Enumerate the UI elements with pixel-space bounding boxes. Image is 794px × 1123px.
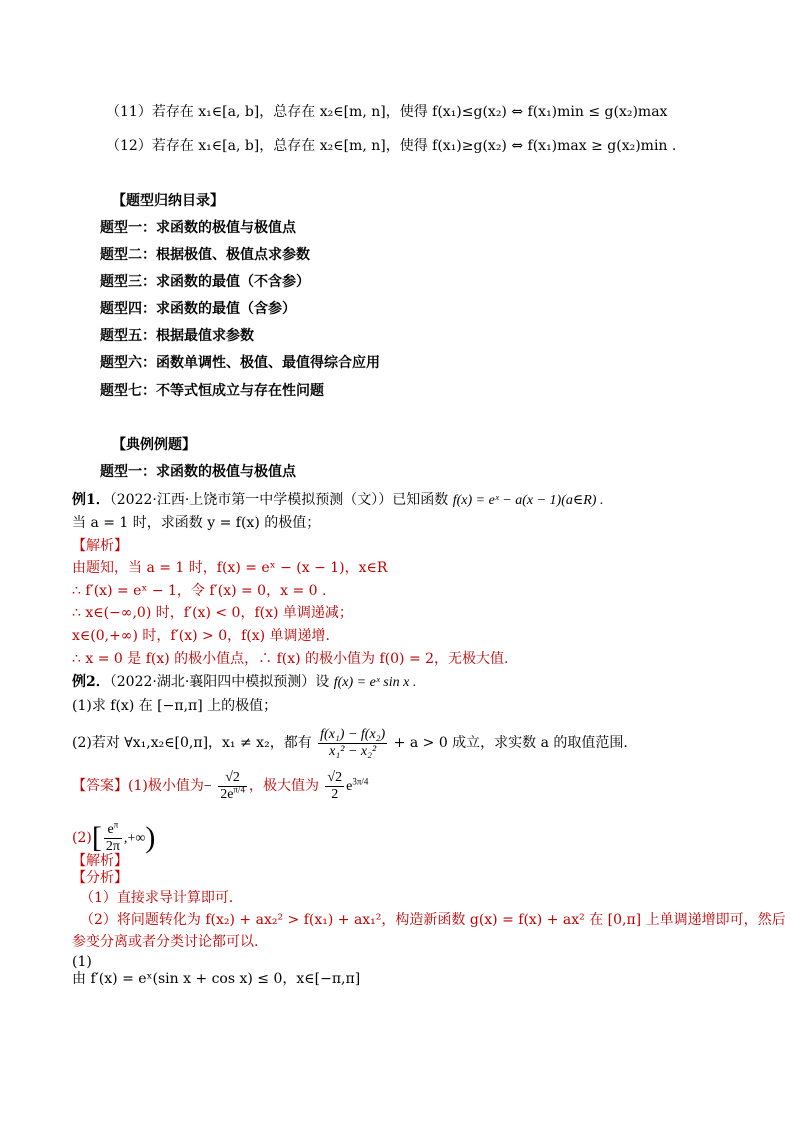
- example-2-fenxi-label: 【分析】: [72, 870, 128, 886]
- catalog-item-1: 题型一：求函数的极值与极值点: [100, 220, 296, 236]
- answer-1-line: 【答案】(1)极小值为− $\frac{√2}{2e^{\pi/4}}$ ，极大值为 $\frac{√2}{2}$ $e^{3\pi/4}$: [72, 769, 369, 802]
- catalog-item-5: 题型五：根据最值求参数: [100, 328, 254, 344]
- analysis-2-line-1: （2）将问题转化为 f(x₂) + ax₂² > f(x₁) + ax₁²，构造新函数 g(x) = f(x) + ax² 在 [0,π] 上单调递增即可，然后: [80, 912, 786, 928]
- question-2-prefix: (2)若对 ∀x₁,x₂∈[0,π]，x₁ ≠ x₂，都有: [72, 735, 312, 751]
- example-2-jiexi-label: 【解析】: [72, 853, 128, 869]
- example-1-function: f(x) = eˣ − a(x − 1)(a∈R) .: [452, 493, 604, 508]
- analysis-2-line-2: 参变分离或者分类讨论都可以.: [72, 934, 259, 950]
- part-1-derivative: 由 f′(x) = eˣ(sin x + cos x) ≤ 0，x∈[−π,π]: [72, 971, 361, 987]
- example-1-question: 当 a = 1 时，求函数 y = f(x) 的极值；: [72, 515, 321, 531]
- example-2-header: [72, 673, 416, 692]
- catalog-item-2: 题型二：根据极值、极值点求参数: [100, 247, 310, 263]
- example-1-step-4: x∈(0,+∞) 时，f′(x) > 0，f(x) 单调递增.: [72, 628, 331, 644]
- condition-12: （12）若存在 x₁∈[a, b]，总存在 x₂∈[m, n]，使得 f(x₁)≥g(x₂) ⇔ f(x₁)max ≥ g(x₂)min .: [106, 138, 677, 154]
- condition-11: （11）若存在 x₁∈[a, b]，总存在 x₂∈[m, n]，使得 f(x₁)≤g(x₂) ⇔ f(x₁)min ≤ g(x₂)max: [106, 104, 668, 120]
- catalog-item-7: 题型七：不等式恒成立与存在性问题: [100, 383, 324, 399]
- example-2-source: （2022·湖北·襄阳四中模拟预测）设: [109, 674, 330, 690]
- catalog-item-6: 题型六：函数单调性、极值、最值得综合应用: [100, 355, 380, 371]
- example-1-source: （2022·江西·上饶市第一中学模拟预测（文））已知函数: [109, 492, 449, 508]
- answer-2-label: (2): [72, 830, 92, 846]
- example-1-jiexi-label: 【解析】: [72, 538, 128, 554]
- catalog-item-3: 题型三：求函数的最值（不含参）: [100, 274, 310, 290]
- example-1-step-5: ∴ x = 0 是 f(x) 的极小值点，∴ f(x) 的极小值为 f(0) = 2，无极大值.: [72, 651, 509, 667]
- example-2-function: f(x) = eˣ sin x .: [333, 675, 417, 690]
- difference-quotient-fraction: [318, 727, 387, 760]
- answer-2-line: (2)[ $\frac{e^\pi}{2\pi}$ ,+∞): [72, 818, 156, 854]
- example-1-step-2: ∴ f′(x) = eˣ − 1，令 f′(x) = 0，x = 0 .: [72, 583, 327, 599]
- catalog-item-4: 题型四：求函数的最值（含参）: [100, 301, 296, 317]
- example-2-question-1: (1)求 f(x) 在 [−π,π] 上的极值；: [72, 698, 278, 714]
- min-value-fraction: $\frac{√2}{2e^{\pi/4}}$: [220, 769, 245, 802]
- answer-label: 【答案】: [72, 778, 128, 794]
- analysis-1: （1）直接求导计算即可．: [80, 890, 243, 906]
- max-value-fraction: $\frac{√2}{2}$: [327, 769, 343, 802]
- example-2-question-2: [72, 724, 628, 762]
- example-1-step-3: ∴ x∈(−∞,0) 时，f′(x) < 0，f(x) 单调递减；: [72, 605, 353, 621]
- example-1-label: 例1．: [72, 492, 110, 508]
- fraction-numerator: f(x₁) − f(x₂): [320, 726, 386, 742]
- examples-heading: 【典例例题】: [112, 437, 196, 453]
- answer-2-fraction: $\frac{e^\pi}{2\pi}$: [105, 818, 120, 854]
- catalog-heading: 【题型归纳目录】: [112, 193, 224, 209]
- example-1-step-1: 由题知，当 a = 1 时，f(x) = eˣ − (x − 1)，x∈R: [72, 560, 388, 576]
- fraction-denominator: x₁² − x₂²: [329, 743, 377, 759]
- answer-1-text: (1)极小值为: [128, 778, 204, 794]
- part-1-label: (1): [72, 954, 92, 970]
- answer-1-mid: ，极大值为: [248, 778, 319, 794]
- question-2-suffix: + a > 0 成立，求实数 a 的取值范围.: [393, 735, 628, 751]
- example-2-label: 例2．: [72, 674, 110, 690]
- type-1-title: 题型一：求函数的极值与极值点: [100, 464, 296, 480]
- example-1-header: [72, 491, 603, 510]
